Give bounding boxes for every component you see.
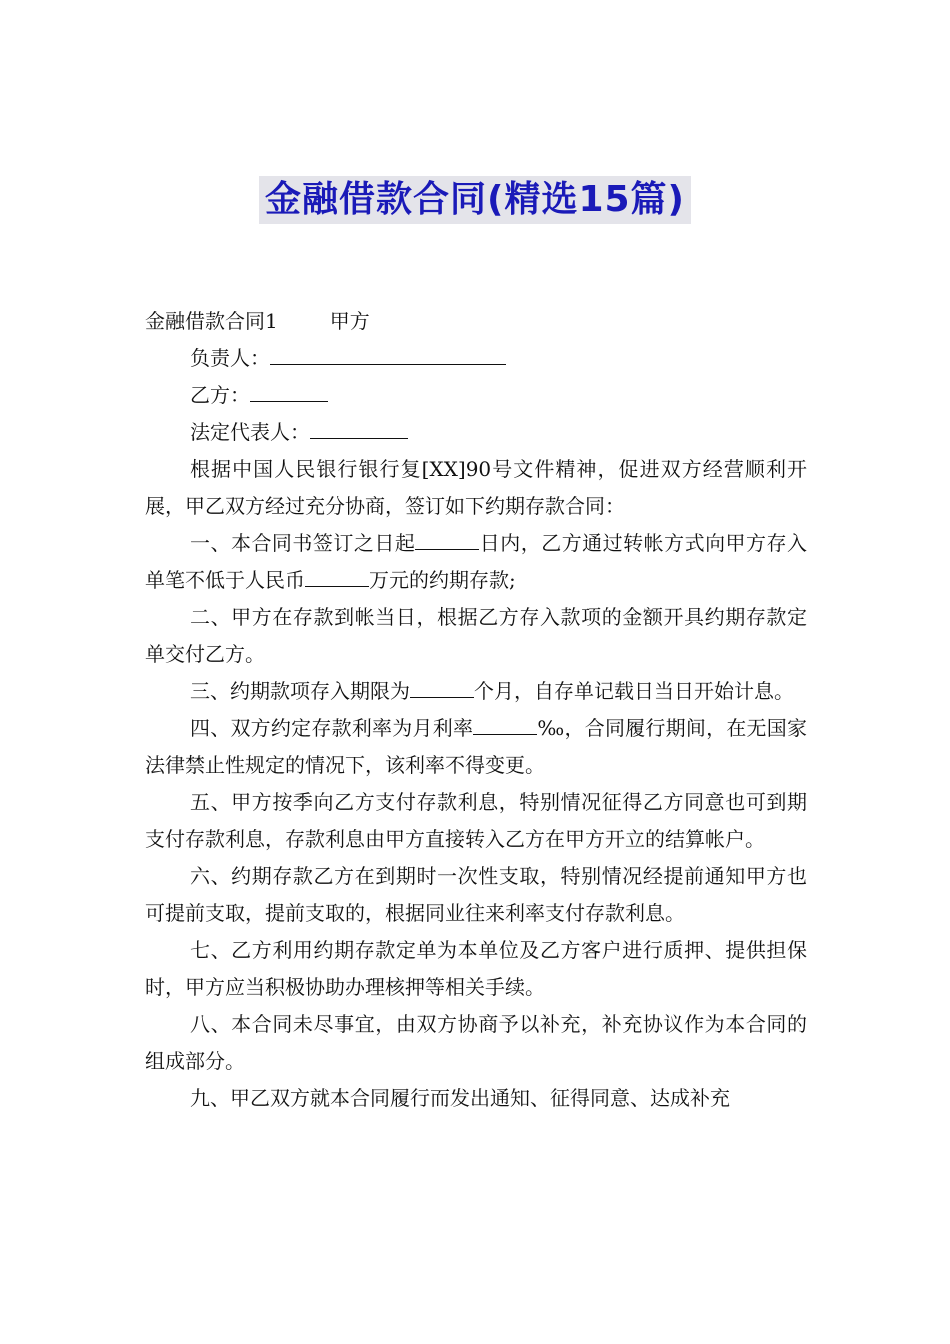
title-area — [0, 176, 950, 224]
party-a-label: 甲方 — [329, 309, 370, 333]
clause-5 — [145, 784, 807, 858]
header-line — [145, 303, 807, 340]
clause-3-text-a: 三、约期款项存入期限为 — [190, 679, 410, 703]
clause-3 — [145, 673, 807, 710]
document-body — [145, 303, 807, 1117]
clause-1-blank-amount — [305, 566, 369, 587]
clause-3-blank-months — [410, 677, 474, 698]
clause-5-text: 五、甲方按季向乙方支付存款利息，特别情况征得乙方同意也可到期支付存款利息，存款利息由甲方直接转入乙方在甲方开立的结算帐户。 — [145, 790, 807, 851]
clause-2 — [145, 599, 807, 673]
manager-label: 负责人： — [190, 346, 270, 370]
legal-rep-field — [145, 414, 807, 451]
intro-paragraph — [145, 451, 807, 525]
clause-8 — [145, 1006, 807, 1080]
contract-number: 金融借款合同1 — [145, 309, 278, 333]
clause-9 — [145, 1080, 807, 1117]
clause-9-text: 九、甲乙双方就本合同履行而发出通知、征得同意、达成补充 — [190, 1086, 730, 1110]
document-title: 金融借款合同(精选15篇) — [259, 176, 691, 224]
clause-1-text-a: 一、本合同书签订之日起 — [190, 531, 416, 555]
clause-7 — [145, 932, 807, 1006]
clause-3-text-b: 个月，自存单记载日当日开始计息。 — [474, 679, 794, 703]
clause-1 — [145, 525, 807, 599]
clause-2-text: 二、甲方在存款到帐当日，根据乙方存入款项的金额开具约期存款定单交付乙方。 — [145, 605, 807, 666]
party-b-label: 乙方： — [190, 383, 250, 407]
legal-rep-blank — [310, 418, 408, 439]
clause-4-text-a: 四、双方约定存款利率为月利率 — [190, 716, 474, 740]
manager-field — [145, 340, 807, 377]
clause-1-text-b: 日内，乙方通过转帐方式向甲方存入单笔不低于人民币 — [145, 531, 808, 592]
legal-rep-label: 法定代表人： — [190, 420, 310, 444]
clause-6 — [145, 858, 807, 932]
clause-1-blank-days — [415, 529, 479, 550]
clause-4-blank-rate — [473, 714, 537, 735]
clause-1-text-c: 万元的约期存款; — [369, 568, 516, 592]
intro-text: 根据中国人民银行银行复[XX]90号文件精神，促进双方经营顺利开展，甲乙双方经过充分协商，签订如下约期存款合同： — [145, 457, 807, 518]
clause-6-text: 六、约期存款乙方在到期时一次性支取，特别情况经提前通知甲方也可提前支取，提前支取的，根据同业往来利率支付存款利息。 — [145, 864, 807, 925]
party-b-field — [145, 377, 807, 414]
clause-4 — [145, 710, 807, 784]
party-b-blank — [250, 381, 328, 402]
clause-4-text-b: ‰，合同履行期间，在无国家法律禁止性规定的情况下，该利率不得变更。 — [145, 716, 808, 777]
manager-blank — [270, 344, 506, 365]
clause-7-text: 七、乙方利用约期存款定单为本单位及乙方客户进行质押、提供担保时，甲方应当积极协助办理核押等相关手续。 — [145, 938, 807, 999]
clause-8-text: 八、本合同未尽事宜，由双方协商予以补充，补充协议作为本合同的组成部分。 — [145, 1012, 807, 1073]
